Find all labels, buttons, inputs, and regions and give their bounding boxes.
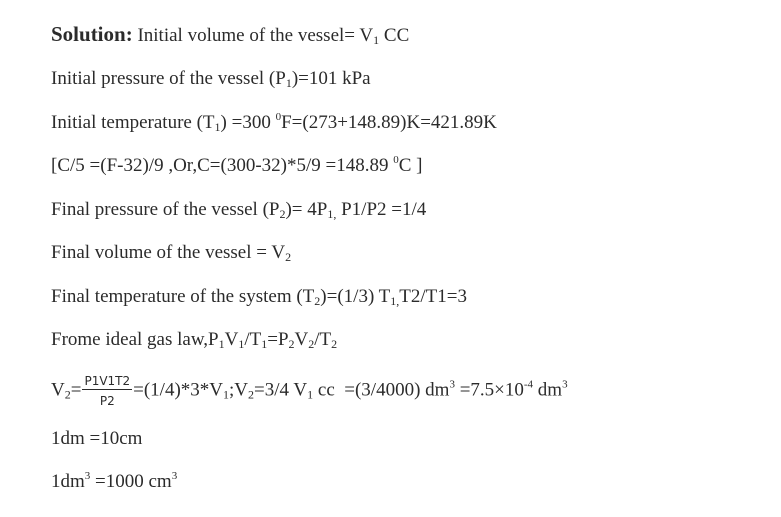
solution-line-1: [51, 22, 409, 48]
line8-sub4: 2: [288, 337, 295, 351]
line9-vsub: 2: [64, 387, 71, 402]
line11-b: =1000 cm: [90, 471, 172, 492]
line3-end: F=(273+148.89)K=421.89K: [281, 112, 497, 133]
line8-t4: V: [294, 329, 309, 350]
line9-fsup: 3: [562, 378, 568, 391]
line9-asub: 1: [223, 387, 230, 402]
line5-end: P1/P2 =1/4: [336, 199, 427, 220]
fraction-numerator: P1V1T2: [84, 374, 131, 388]
line1-sub: 1: [373, 33, 380, 47]
line8-sub3: 1: [261, 337, 268, 351]
line3-mid: ) =300: [220, 112, 276, 133]
line3-sup: 0: [275, 111, 282, 123]
line8-t5: /T: [314, 329, 332, 350]
line8-sub1: 1: [218, 337, 225, 351]
line7-sub2: 1,: [390, 294, 400, 308]
line5-mid: )= 4P: [285, 199, 328, 220]
line8-t3: =P: [267, 329, 289, 350]
solution-line-10: [51, 427, 142, 451]
line1-text: Initial volume of the vessel= V: [132, 25, 374, 46]
line5-text: Final pressure of the vessel (P: [51, 199, 280, 220]
line8-sub6: 2: [331, 337, 338, 351]
line8-sub2: 1: [238, 337, 245, 351]
line8-sub5: 2: [308, 337, 315, 351]
line2-text: Initial pressure of the vessel (P: [51, 68, 286, 89]
line2-end: )=101 kPa: [291, 68, 371, 89]
line4-text: [C/5 =(F-32)/9 ,Or,C=(300-32)*5/9 =148.89: [51, 155, 394, 176]
line7-sub1: 2: [314, 294, 321, 308]
fraction-denominator: P2: [99, 394, 115, 408]
line9-c: =3/4 V: [254, 379, 308, 401]
solution-line-2: [51, 67, 371, 91]
solution-line-9: [51, 374, 568, 408]
line4-sup: 0: [393, 154, 399, 166]
line7-mid: )=(1/3) T: [320, 286, 391, 307]
solution-line-3: [51, 111, 497, 135]
line9-esup: -4: [523, 378, 534, 391]
solution-line-6: [51, 241, 291, 265]
line3-sub: 1: [214, 120, 221, 134]
line10-text: 1dm =10cm: [51, 428, 143, 449]
line6-text: Final volume of the vessel = V: [51, 242, 286, 263]
line9-e: =7.5×10: [454, 379, 524, 401]
line5-sub1: 2: [279, 207, 286, 221]
solution-line-5: [51, 198, 426, 222]
solution-line-4: [51, 154, 422, 178]
line9-bsub: 2: [248, 387, 255, 402]
solution-line-7: [51, 285, 467, 309]
line9-d: cc =(3/4000) dm: [313, 379, 450, 401]
line3-text: Initial temperature (T: [51, 112, 215, 133]
line5-sub2: 1,: [327, 207, 337, 221]
line8-text: Frome ideal gas law,P: [51, 329, 219, 350]
line7-end: T2/T1=3: [399, 286, 468, 307]
line8-t1: V: [224, 329, 239, 350]
line9-a: =(1/4)*3*V: [133, 379, 224, 401]
line9-v: V: [51, 379, 65, 401]
line9-dsup: 3: [449, 378, 455, 391]
line6-sub: 2: [285, 250, 292, 264]
line11-bsup: 3: [171, 470, 178, 482]
line9-csub: 1: [307, 387, 314, 402]
line8-t2: /T: [244, 329, 262, 350]
line11-a: 1dm: [51, 471, 85, 492]
line2-sub: 1: [285, 76, 292, 90]
line9-eq: =: [70, 379, 82, 401]
line4-end: C ]: [398, 155, 423, 176]
solution-line-8: [51, 328, 337, 352]
solution-heading: Solution:: [51, 22, 133, 46]
line9-f: dm: [533, 379, 563, 401]
gas-law-fraction: [82, 374, 132, 408]
line9-b: ;V: [229, 379, 249, 401]
line1-end: CC: [379, 25, 410, 46]
line11-asup: 3: [84, 470, 91, 482]
solution-line-11: [51, 470, 177, 494]
line7-text: Final temperature of the system (T: [51, 286, 315, 307]
